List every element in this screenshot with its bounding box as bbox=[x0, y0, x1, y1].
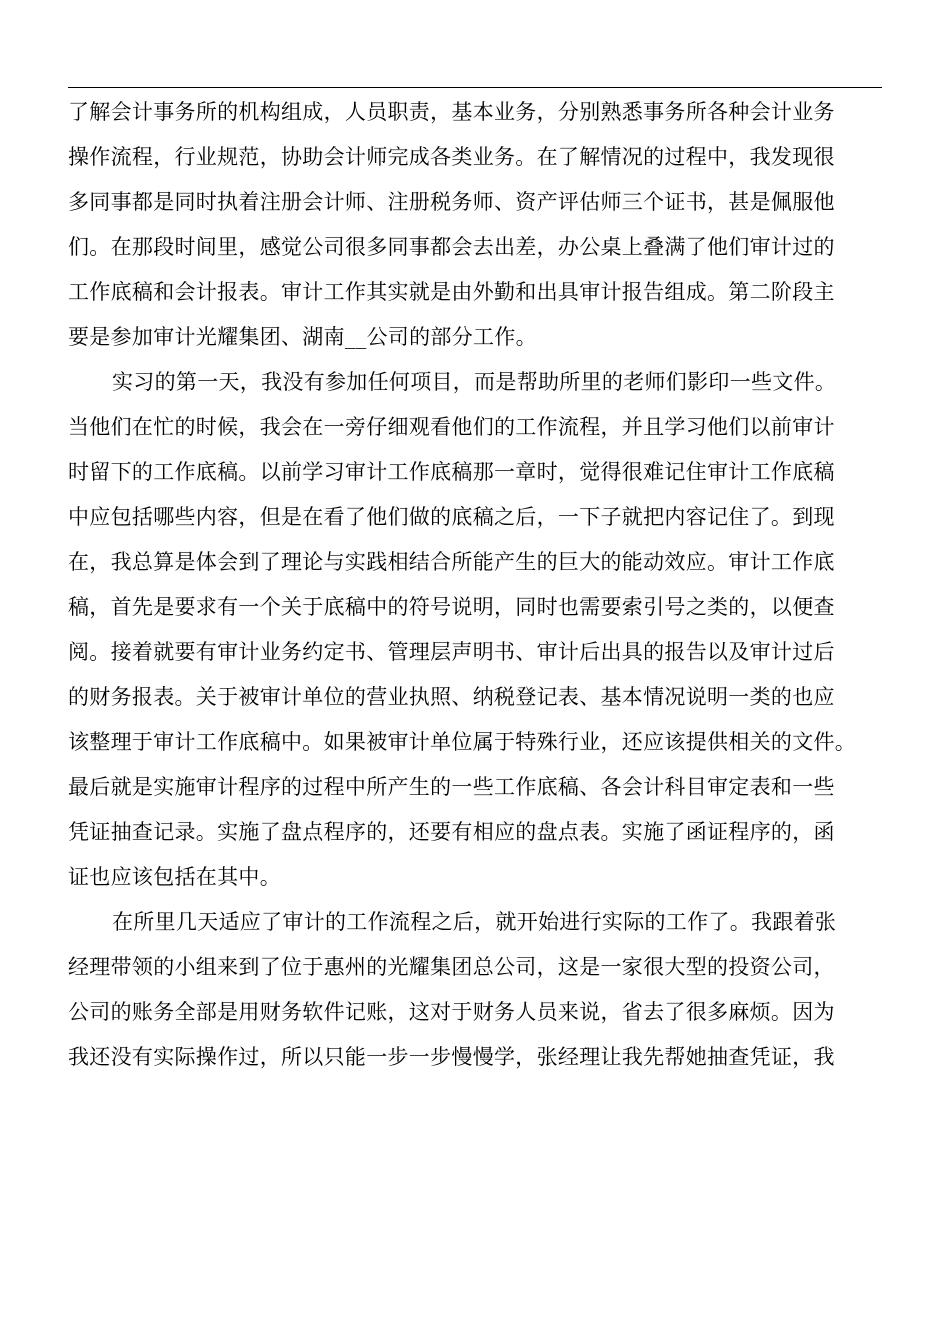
text-line: 工作底稿和会计报表。审计工作其实就是由外勤和出具审计报告组成。第二阶段主 bbox=[68, 280, 835, 304]
text-line: 在，我总算是体会到了理论与实践相结合所能产生的巨大的能动效应。审计工作底 bbox=[68, 550, 835, 574]
text-line: 的财务报表。关于被审计单位的营业执照、纳税登记表、基本情况说明一类的也应 bbox=[68, 685, 835, 709]
text-line: 在所里几天适应了审计的工作流程之后，就开始进行实际的工作了。我跟着张 bbox=[112, 910, 837, 934]
paragraph-3 bbox=[68, 900, 898, 1080]
body-text bbox=[68, 90, 898, 1080]
text-line: 该整理于审计工作底稿中。如果被审计单位属于特殊行业，还应该提供相关的文件。 bbox=[68, 730, 857, 754]
text-line: 凭证抽查记录。实施了盘点程序的，还要有相应的盘点表。实施了函证程序的，函 bbox=[68, 820, 835, 844]
text-line: 中应包括哪些内容，但是在看了他们做的底稿之后，一下子就把内容记住了。到现 bbox=[68, 505, 835, 529]
header-rule bbox=[68, 87, 882, 88]
text-line: 证也应该包括在其中。 bbox=[68, 865, 281, 889]
text-line: 操作流程，行业规范，协助会计师完成各类业务。在了解情况的过程中，我发现很 bbox=[68, 145, 835, 169]
text-line: 经理带领的小组来到了位于惠州的光耀集团总公司，这是一家很大型的投资公司， bbox=[68, 955, 835, 979]
text-line: 阅。接着就要有审计业务约定书、管理层声明书、审计后出具的报告以及审计过后 bbox=[68, 640, 835, 664]
text-line: 最后就是实施审计程序的过程中所产生的一些工作底稿、各会计科目审定表和一些 bbox=[68, 775, 835, 799]
paragraph-1 bbox=[68, 90, 898, 360]
text-line: 当他们在忙的时候，我会在一旁仔细观看他们的工作流程，并且学习他们以前审计 bbox=[68, 415, 835, 439]
text-line: 实习的第一天，我没有参加任何项目，而是帮助所里的老师们影印一些文件。 bbox=[112, 370, 837, 394]
text-line: 公司的账务全部是用财务软件记账，这对于财务人员来说，省去了很多麻烦。因为 bbox=[68, 1000, 835, 1024]
text-line: 要是参加审计光耀集团、湖南__公司的部分工作。 bbox=[68, 325, 537, 349]
paragraph-2 bbox=[68, 360, 898, 900]
text-line: 时留下的工作底稿。以前学习审计工作底稿那一章时，觉得很难记住审计工作底稿 bbox=[68, 460, 835, 484]
text-line: 多同事都是同时执着注册会计师、注册税务师、资产评估师三个证书，甚是佩服他 bbox=[68, 190, 835, 214]
text-line: 我还没有实际操作过，所以只能一步一步慢慢学，张经理让我先帮她抽查凭证，我 bbox=[68, 1045, 835, 1069]
text-line: 们。在那段时间里，感觉公司很多同事都会去出差，办公桌上叠满了他们审计过的 bbox=[68, 235, 835, 259]
text-line: 了解会计事务所的机构组成，人员职责，基本业务，分别熟悉事务所各种会计业务 bbox=[68, 100, 835, 124]
text-line: 稿，首先是要求有一个关于底稿中的符号说明，同时也需要索引号之类的，以便查 bbox=[68, 595, 835, 619]
